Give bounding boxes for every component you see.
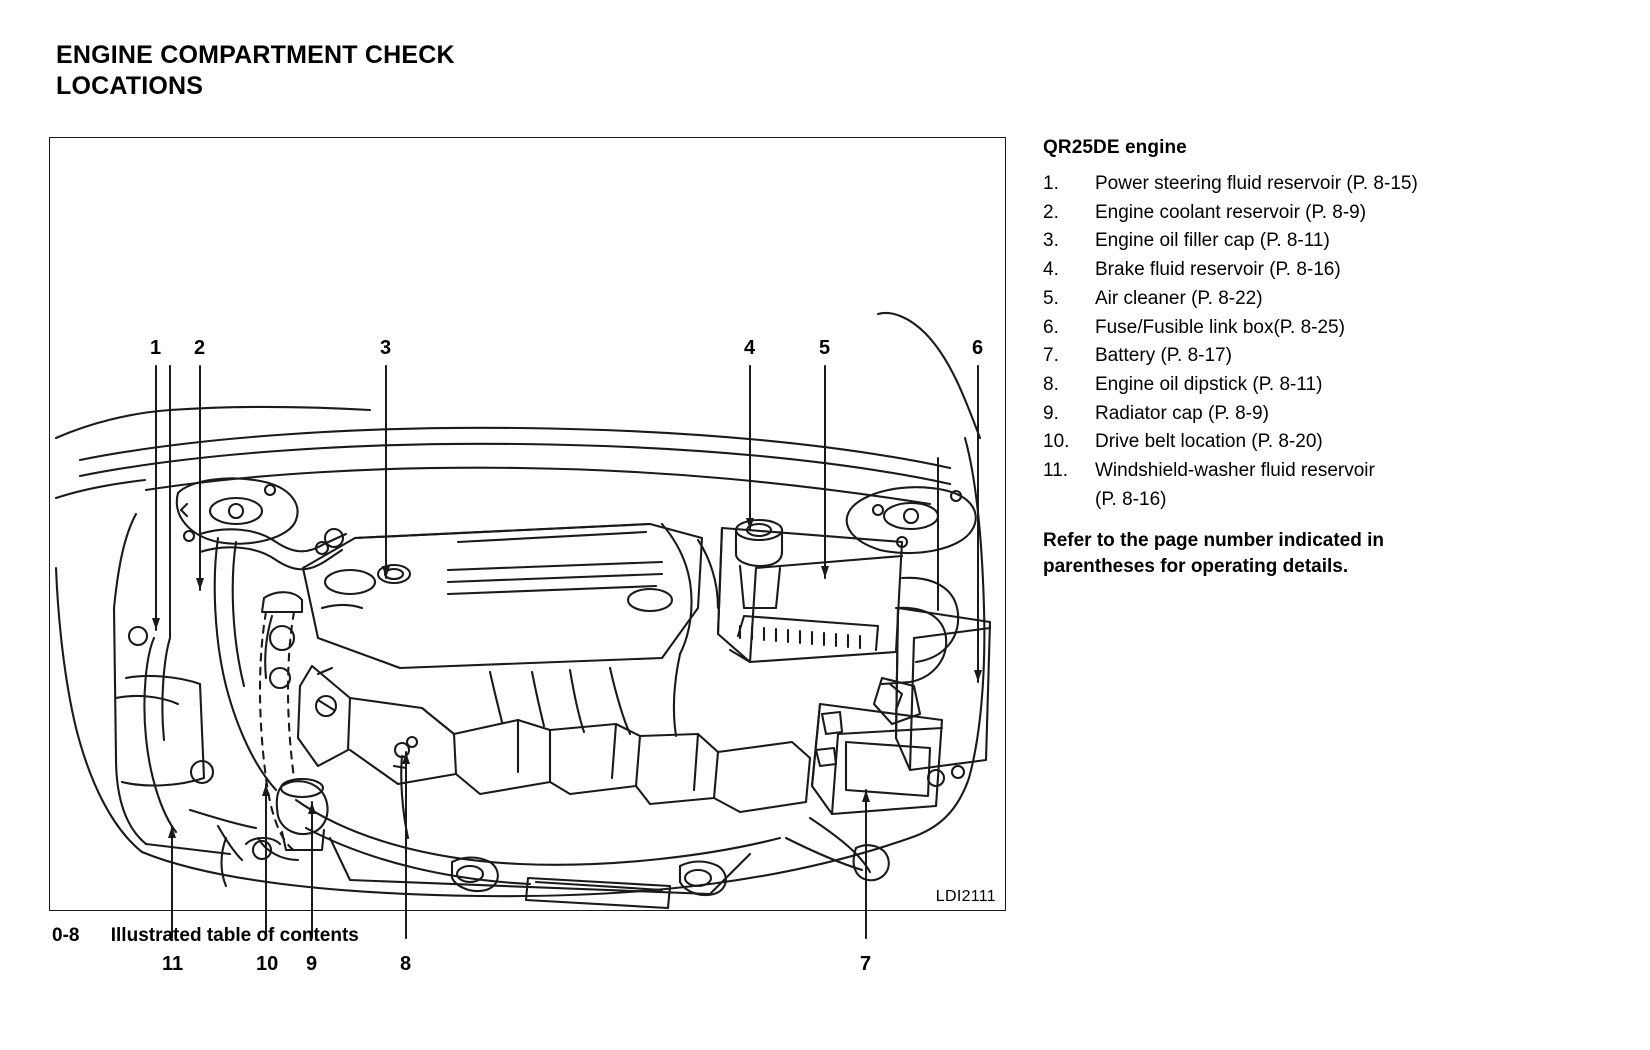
list-item <box>1043 256 1513 285</box>
list-item-label: Air cleaner (P. 8-22) <box>1095 287 1263 309</box>
list-item-label <box>1095 457 1513 514</box>
list-item-number: 8. <box>1043 373 1059 395</box>
callout-6: 6 <box>972 337 984 359</box>
callout-5: 5 <box>819 337 831 359</box>
page-title-line-1: ENGINE COMPARTMENT CHECK <box>56 41 455 69</box>
list-item <box>1043 371 1513 400</box>
list-item <box>1043 342 1513 371</box>
refer-note-line-2: parentheses for operating details. <box>1043 556 1349 578</box>
list-item-number: 6. <box>1043 316 1059 338</box>
page-title-line-2: LOCATIONS <box>56 71 204 100</box>
callout-1: 1 <box>150 337 162 359</box>
legend-panel <box>1043 137 1513 580</box>
callout-7: 7 <box>860 953 872 975</box>
list-item-number: 4. <box>1043 259 1059 281</box>
list-item-label: Power steering fluid reservoir (P. 8-15) <box>1095 173 1418 194</box>
figure-code: LDI2111 <box>935 888 996 905</box>
callout-2: 2 <box>194 337 206 359</box>
list-item <box>1043 314 1513 343</box>
list-item <box>1043 199 1513 228</box>
list-item-number: 11. <box>1043 460 1069 482</box>
callout-11: 11 <box>162 953 184 975</box>
callout-9: 9 <box>306 953 318 975</box>
refer-note <box>1043 528 1503 580</box>
page-number: 0-8 <box>52 925 80 946</box>
callout-4: 4 <box>744 337 756 359</box>
list-item-number: 2. <box>1043 201 1059 223</box>
list-item-label: Engine oil filler cap (P. 8-11) <box>1095 230 1330 252</box>
list-item-number: 9. <box>1043 402 1059 424</box>
page-footer <box>52 925 359 947</box>
list-item-label: Battery (P. 8-17) <box>1095 345 1232 367</box>
list-item-label: Fuse/Fusible link box(P. 8-25) <box>1095 316 1345 338</box>
list-item-label-continued: (P. 8-16) <box>1095 488 1167 510</box>
list-item-number: 1. <box>1043 173 1059 194</box>
callout-8: 8 <box>400 953 412 975</box>
list-item-number: 7. <box>1043 345 1059 367</box>
list-item <box>1043 227 1513 256</box>
list-item-number: 10. <box>1043 431 1070 453</box>
page-title <box>56 40 656 101</box>
legend-list <box>1043 170 1513 514</box>
list-item-label-main: Windshield-washer fluid reservoir <box>1095 460 1375 482</box>
list-item-number: 5. <box>1043 287 1059 309</box>
list-item <box>1043 170 1513 199</box>
list-item-label: Radiator cap (P. 8-9) <box>1095 402 1269 424</box>
list-item-label: Brake fluid reservoir (P. 8-16) <box>1095 259 1341 281</box>
list-item-label: Engine oil dipstick (P. 8-11) <box>1095 373 1323 395</box>
footer-section-title: Illustrated table of contents <box>110 925 359 946</box>
list-item <box>1043 457 1513 514</box>
list-item <box>1043 428 1513 457</box>
engine-type-title: QR25DE engine <box>1043 137 1187 158</box>
callout-10: 10 <box>256 953 279 975</box>
list-item <box>1043 400 1513 429</box>
list-item-label: Engine coolant reservoir (P. 8-9) <box>1095 201 1367 223</box>
callout-3: 3 <box>380 337 392 359</box>
list-item-number: 3. <box>1043 230 1059 252</box>
refer-note-line-1: Refer to the page number indicated in <box>1043 530 1384 552</box>
list-item <box>1043 285 1513 314</box>
list-item-label: Drive belt location (P. 8-20) <box>1095 431 1323 453</box>
